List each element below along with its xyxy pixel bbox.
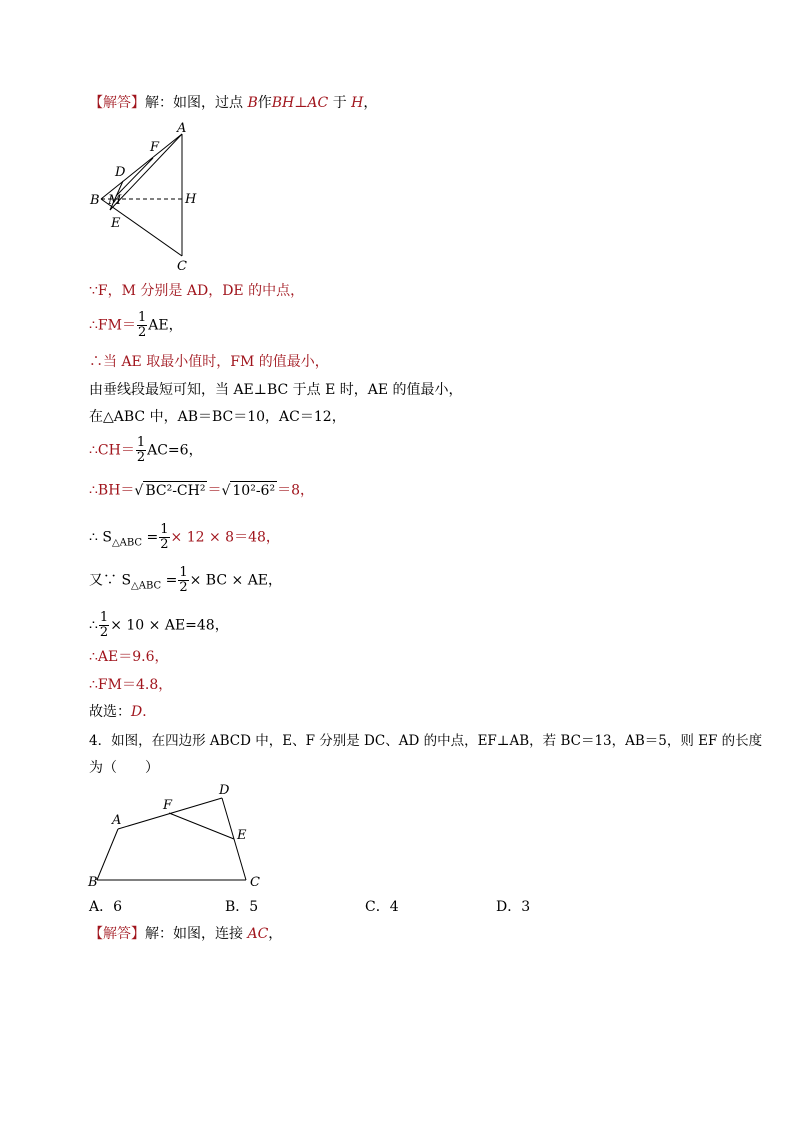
seg-fe (169, 813, 234, 839)
step-midpoints: ∵F，M 分别是 AD，DE 的中点， (89, 283, 305, 299)
final-choice-label: 故选： (89, 704, 131, 720)
label-e: E (111, 216, 121, 231)
label-h: H (185, 192, 197, 207)
label-c: C (177, 259, 187, 274)
option-d: D．3 (496, 899, 531, 915)
label-f: F (163, 798, 173, 813)
label-d: D (219, 783, 230, 798)
equation-rhs: × 10 × AE=48， (110, 617, 229, 634)
answer-tag: 【解答】 (89, 95, 145, 111)
fraction-half (99, 611, 109, 640)
step-min-ae: ∴当 AE 取最小值时，FM 的值最小， (89, 354, 329, 370)
step-bh-lhs: ∴BH＝ (89, 482, 135, 499)
step-fm-lhs: ∴FM＝ (89, 317, 136, 334)
final-choice-end: ． (142, 704, 157, 720)
area-subscript: △ABC (111, 537, 143, 549)
question-4-stem: 4．如图，在四边形 ABCD 中，E、F 分别是 DC、AD 的中点，EF⊥AB，若 BC＝13，AB＝5，则 EF 的长度 (89, 733, 763, 749)
step-fm-rhs: AE， (148, 317, 183, 334)
sqrt-radical: √ 10²-6² (221, 483, 276, 499)
label-f: F (150, 140, 160, 155)
frac-num: 1 (137, 310, 147, 325)
label-m: M (108, 193, 122, 208)
step-bh (89, 481, 314, 500)
header-perp: ⊥ (294, 95, 308, 111)
fraction-half (178, 566, 188, 595)
option-b: B．5 (225, 899, 259, 915)
answer-text: 解：如图，连接 (145, 926, 243, 942)
step-ch (89, 436, 203, 465)
step-ae-value: ∴AE＝9.6， (89, 649, 169, 665)
equals: = (161, 572, 178, 589)
frac-num: 1 (160, 522, 169, 537)
header-text-yu: 于 (332, 95, 347, 111)
frac-den: 2 (179, 580, 188, 595)
area-s: 又∵ S (89, 572, 132, 589)
label-a: A (177, 121, 187, 136)
sqrt-radicand: BC²-CH² (145, 483, 206, 499)
step-fm-half-ae (89, 311, 183, 340)
header-point-b: B (247, 95, 258, 111)
sqrt-radical: √ BC²-CH² (134, 483, 206, 499)
question-4-answer (89, 925, 282, 943)
step-ch-lhs: ∴CH＝ (89, 442, 135, 459)
question-4-stem-cont: 为（ ） (89, 760, 159, 776)
header-ac: AC (307, 95, 329, 111)
area-value: × 12 × 8＝48， (170, 529, 280, 546)
triangle-figure (85, 118, 215, 276)
fraction-half (159, 523, 169, 552)
step-perpendicular: 由垂线段最短可知，当 AE⊥BC 于点 E 时，AE 的值最小， (89, 382, 463, 398)
header-text: 解：如图，过点 (145, 95, 243, 111)
frac-num: 1 (179, 565, 188, 580)
label-b: B (88, 875, 98, 890)
header-h: H (351, 95, 364, 111)
step-fm-value: ∴FM＝4.8， (89, 677, 173, 693)
step-triangle-sides: 在△ABC 中，AB＝BC＝10，AC＝12， (89, 409, 346, 425)
answer-tag: 【解答】 (89, 926, 145, 942)
frac-num: 1 (99, 610, 109, 625)
solution-header (89, 94, 377, 112)
seg-ba (97, 829, 118, 880)
fraction-half (137, 311, 147, 340)
step-area-1 (89, 523, 280, 552)
area-expression: × BC × AE， (189, 572, 283, 589)
seg-ab (101, 134, 182, 199)
step-area-2 (89, 566, 282, 595)
header-bh: BH (271, 95, 295, 111)
frac-den: 2 (160, 537, 169, 552)
label-d: D (115, 165, 126, 180)
frac-den: 2 (99, 625, 109, 640)
label-b: B (90, 193, 100, 208)
final-choice-answer: D (131, 704, 143, 720)
therefore: ∴ (89, 617, 98, 634)
option-c: C．4 (365, 899, 399, 915)
step-final-choice (89, 703, 156, 721)
sqrt-radicand: 10²-6² (232, 483, 276, 499)
equals: = (142, 529, 159, 546)
area-subscript: △ABC (131, 580, 162, 592)
label-e: E (237, 828, 247, 843)
label-a: A (112, 813, 122, 828)
fraction-half (136, 436, 146, 465)
answer-ac: AC (247, 926, 269, 942)
answer-end: ， (268, 926, 283, 942)
frac-den: 2 (137, 325, 147, 340)
quadrilateral-figure (85, 780, 270, 892)
frac-num: 1 (136, 435, 146, 450)
step-equation (89, 611, 229, 640)
frac-den: 2 (136, 450, 146, 465)
equals: ＝ (207, 482, 222, 499)
label-c: C (250, 875, 260, 890)
header-text-zuo: 作 (257, 95, 272, 111)
option-a: A．6 (89, 899, 123, 915)
step-bh-rhs: ＝8， (277, 482, 314, 499)
header-end: ， (363, 95, 378, 111)
step-ch-rhs: AC=6， (147, 442, 203, 459)
area-s: ∴ S (89, 529, 112, 546)
